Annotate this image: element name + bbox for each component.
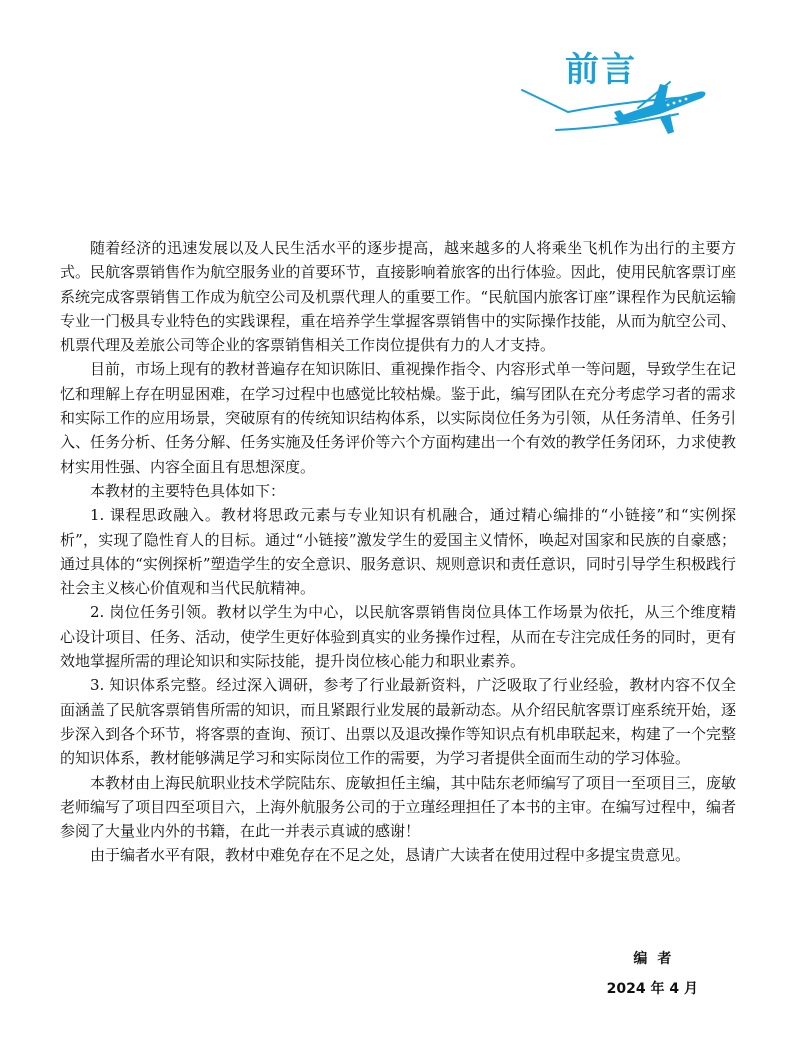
paragraph: 目前，市场上现有的教材普遍存在知识陈旧、重视操作指令、内容形式单一等问题，导致学生在记忆和理解上存在明显困难，在学习过程中也感觉比较枯燥。鉴于此，编写团队在充分考虑学习者的需求和实际工作的应用场景，突破原有的传统知识结构体系，以实际岗位任务为引领，从任务清单、任务引入、任务分析、任务分解、任务实施及任务评价等六个方面构建出一个有效的教学任务闭环，力求使教材实用性强、内容全面且有思想深度。 — [60, 360, 736, 476]
signature-block — [607, 944, 698, 1004]
paragraph: 1. 课程思政融入。教材将思政元素与专业知识有机融合，通过精心编排的“小链接”和“实例探析”，实现了隐性育人的目标。通过“小链接”激发学生的爱国主义情怀，唤起对国家和民族的自豪感；通过具体的“实例探析”塑造学生的安全意识、服务意识、规则意识和责任意识，同时引导学生积极践行社会主义核心价值观和当代民航精神。 — [60, 506, 736, 598]
paragraph: 本教材由上海民航职业技术学院陆东、庞敏担任主编，其中陆东老师编写了项目一至项目三，庞敏老师编写了项目四至项目六，上海外航服务公司的于立瑾经理担任了本书的主审。在编写过程中，编者参阅了大量业内外的书籍，在此一并表示真诚的感谢！ — [60, 773, 736, 841]
author-line: 编者 — [633, 951, 682, 967]
paragraph: 本教材的主要特色具体如下： — [90, 481, 286, 500]
date-line: 2024 年 4 月 — [606, 981, 698, 997]
preface-body — [60, 236, 736, 868]
page-title: 前言 — [565, 50, 637, 90]
paragraph: 由于编者水平有限，教材中难免存在不足之处，恳请广大读者在使用过程中多提宝贵意见。 — [90, 846, 691, 865]
paragraph: 随着经济的迅速发展以及人民生活水平的逐步提高，越来越多的人将乘坐飞机作为出行的主要方式。民航客票销售作为航空服务业的首要环节，直接影响着旅客的出行体验。因此，使用民航客票订座系统完成客票销售工作成为航空公司及机票代理人的重要工作。“民航国内旅客订座”课程作为民航运输专业一门极具专业特色的实践课程，重在培养学生掌握客票销售中的实际操作技能，从而为航空公司、机票代理及差旅公司等企业的客票销售相关工作岗位提供有力的人才支持。 — [60, 239, 736, 355]
paragraph: 3. 知识体系完整。经过深入调研，参考了行业最新资料，广泛吸取了行业经验，教材内容不仅全面涵盖了民航客票销售所需的知识，而且紧跟行业发展的最新动态。从介绍民航客票订座系统开始，逐步深入到各个环节，将客票的查询、预订、出票以及退改操作等知识点有机串联起来，构建了一个完整的知识体系，教材能够满足学习和实际岗位工作的需要，为学习者提供全面而生动的学习体验。 — [60, 676, 736, 768]
paragraph: 2. 岗位任务引领。教材以学生为中心，以民航客票销售岗位具体工作场景为依托，从三个维度精心设计项目、任务、活动，使学生更好体验到真实的业务操作过程，从而在专注完成任务的同时，更有效地掌握所需的理论知识和实际技能，提升岗位核心能力和职业素养。 — [60, 603, 736, 671]
